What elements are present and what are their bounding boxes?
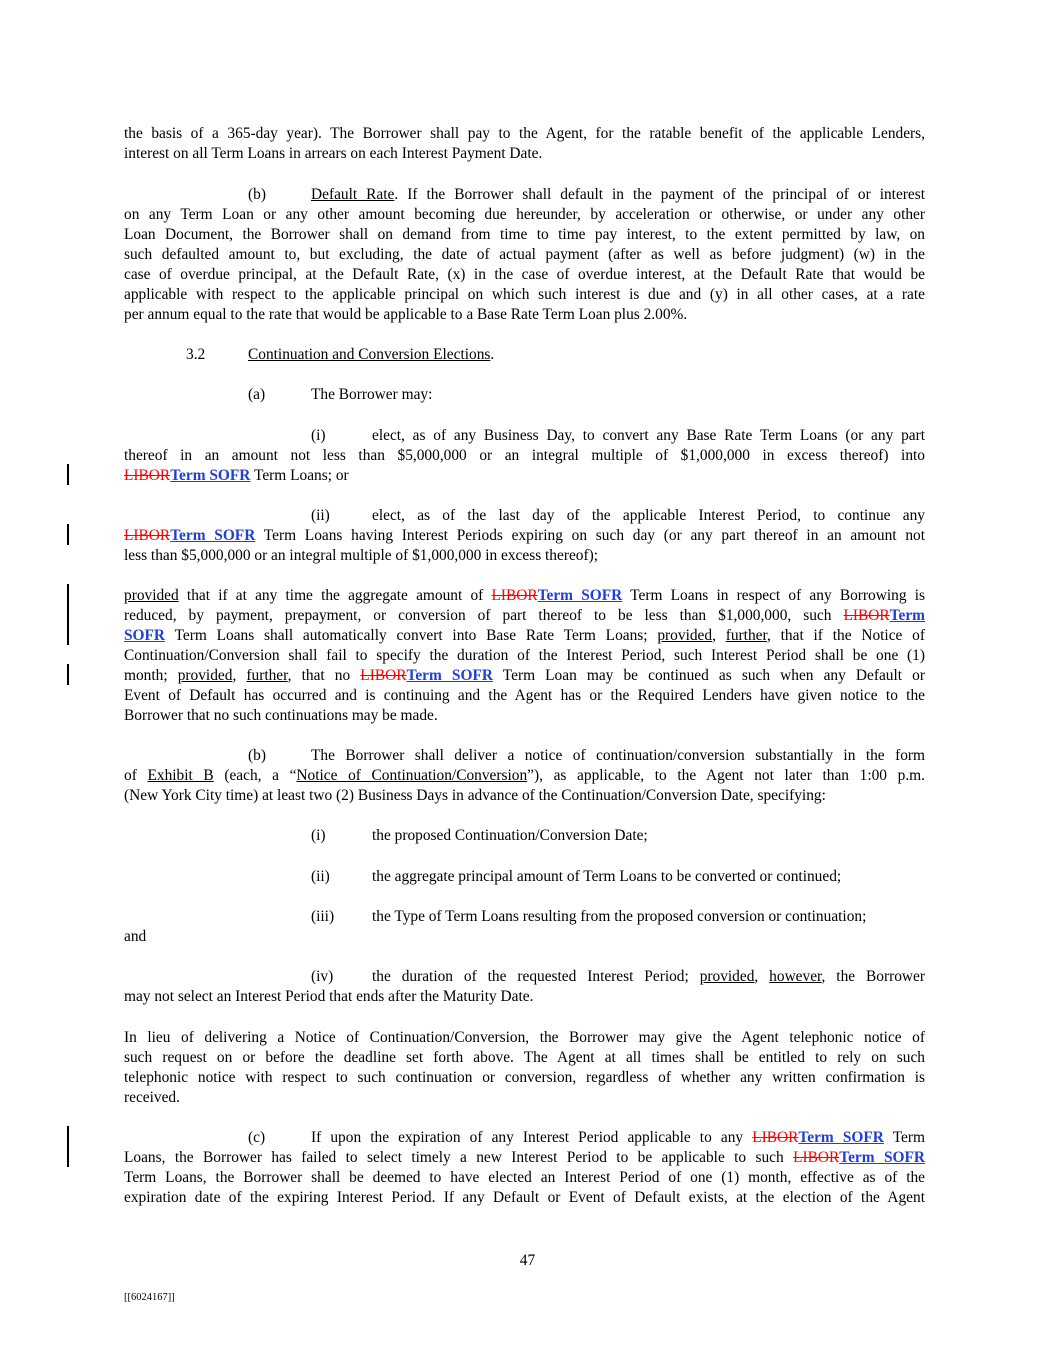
clause-text: and bbox=[124, 928, 147, 945]
text-span: (each, a “ bbox=[213, 767, 297, 784]
inserted-text: Term SOFR bbox=[839, 1149, 925, 1166]
change-bar bbox=[67, 584, 69, 645]
text-line bbox=[124, 526, 925, 546]
deleted-text: LIBOR bbox=[491, 587, 538, 604]
text-span: reduced, by payment, prepayment, or conversion of part thereof to be less than $1,000,000, such bbox=[124, 607, 844, 624]
text-line bbox=[124, 586, 925, 606]
text-span: of bbox=[124, 767, 148, 784]
inserted-text: Term SOFR bbox=[170, 467, 251, 484]
text-span: If upon the expiration of any Interest Period applicable to any bbox=[311, 1129, 753, 1146]
text-span: month; bbox=[124, 667, 178, 684]
text-line: on any Term Loan or any other amount becoming due hereunder, by acceleration or otherwise, or under any other bbox=[124, 206, 925, 223]
text-line: interest on all Term Loans in arrears on each Interest Payment Date. bbox=[124, 145, 543, 162]
deleted-text: LIBOR bbox=[752, 1129, 799, 1146]
text-line: Borrower that no such continuations may be made. bbox=[124, 707, 438, 724]
clause-number: (iv) bbox=[311, 968, 334, 985]
text-line: expiration date of the expiring Interest Period. If any Default or Event of Default exists, at the election of the Agent bbox=[124, 1189, 925, 1206]
text-line bbox=[124, 185, 925, 205]
paragraph-default-rate bbox=[124, 185, 925, 325]
text-span: , bbox=[754, 968, 770, 985]
change-bar bbox=[67, 664, 69, 685]
paragraph-duration bbox=[124, 967, 925, 1007]
text-line: such request on or before the deadline set forth above. The Agent at all times shall be entitled to rely on such bbox=[124, 1049, 925, 1066]
text-span: Term Loan may be continued as such when any Default or bbox=[492, 667, 925, 684]
text-span: the duration of the requested Interest Period; bbox=[372, 968, 700, 985]
text-line: Loan Document, the Borrower shall on demand from time to time pay interest, to the extent permitted by law, on bbox=[124, 226, 925, 243]
clause-number: (c) bbox=[248, 1129, 266, 1146]
clause-text: the aggregate principal amount of Term Loans to be converted or continued; bbox=[372, 868, 842, 885]
text-line: In lieu of delivering a Notice of Continuation/Conversion, the Borrower may give the Agent telephonic notice of bbox=[124, 1029, 925, 1046]
text-span: that if at any time the aggregate amount of bbox=[178, 587, 492, 604]
clause-heading: Default Rate bbox=[311, 186, 395, 203]
text-span: Term bbox=[883, 1129, 925, 1146]
clause-text: the proposed Continuation/Conversion Date; bbox=[372, 827, 648, 844]
document-id: [[6024167]] bbox=[124, 1292, 175, 1303]
text-span: Term Loans having Interest Periods expiring on such day (or any part thereof in an amount not bbox=[255, 527, 925, 544]
text-line: thereof in an amount not less than $5,000,000 or an integral multiple of $1,000,000 in excess thereof) into bbox=[124, 447, 925, 464]
text-line: Continuation/Conversion shall fail to specify the duration of the Interest Period, such Interest Period shall be one (1) bbox=[124, 647, 925, 664]
defined-term: Notice of Continuation/Conversion bbox=[296, 767, 528, 784]
deleted-text: LIBOR bbox=[124, 527, 171, 544]
text-line: The Borrower shall deliver a notice of continuation/conversion substantially in the form bbox=[311, 747, 925, 764]
inserted-text: Term SOFR bbox=[170, 527, 256, 544]
section-number: 3.2 bbox=[186, 346, 206, 363]
paragraph-continue bbox=[124, 506, 925, 566]
text-line bbox=[124, 626, 925, 646]
text-line: Event of Default has occurred and is continuing and the Agent has or the Required Lenders have given notice to the bbox=[124, 687, 925, 704]
clause-number: (iii) bbox=[311, 908, 335, 925]
text-line: elect, as of the last day of the applicable Interest Period, to continue any bbox=[372, 507, 925, 524]
text-span: Term Loans in respect of any Borrowing is bbox=[622, 587, 925, 604]
deleted-text: LIBOR bbox=[124, 467, 171, 484]
text-line: applicable with respect to the applicable principal on which such interest is due and (y) in all other cases, at a rate bbox=[124, 286, 925, 303]
inserted-text: Term SOFR bbox=[798, 1129, 884, 1146]
text-line: per annum equal to the rate that would be applicable to a Base Rate Term Loan plus 2.00%. bbox=[124, 306, 688, 323]
page-number: 47 bbox=[519, 1252, 536, 1269]
deleted-text: LIBOR bbox=[360, 667, 407, 684]
text-line bbox=[124, 766, 925, 786]
paragraph-convert bbox=[124, 426, 925, 486]
text-span: Term Loans shall automatically convert into Base Rate Term Loans; bbox=[165, 627, 658, 644]
underlined-term: further bbox=[246, 667, 288, 684]
inserted-text: Term SOFR bbox=[406, 667, 493, 684]
section-title bbox=[248, 345, 494, 365]
underlined-term: provided bbox=[177, 667, 233, 684]
underlined-term: however bbox=[769, 968, 822, 985]
text-line: less than $5,000,000 or an integral multiple of $1,000,000 in excess thereof); bbox=[124, 547, 599, 564]
text-line: case of overdue principal, at the Default Rate, (x) in the case of overdue interest, at the Default Rate that would be bbox=[124, 266, 925, 283]
clause-number: (ii) bbox=[311, 868, 330, 885]
change-bar bbox=[67, 464, 69, 485]
text-span: , that no bbox=[287, 667, 361, 684]
underlined-term: provided bbox=[699, 968, 755, 985]
text-line bbox=[124, 967, 925, 987]
clause-number: (i) bbox=[311, 827, 326, 844]
inserted-text: Term SOFR bbox=[537, 587, 623, 604]
text-line: received. bbox=[124, 1089, 180, 1106]
text-span: , bbox=[712, 627, 726, 644]
underlined-term: provided bbox=[124, 587, 179, 604]
paragraph-deemed-election bbox=[124, 1128, 925, 1208]
text-span: , bbox=[232, 667, 247, 684]
text-line bbox=[124, 466, 925, 486]
text-line bbox=[124, 606, 925, 626]
exhibit-reference: Exhibit B bbox=[147, 767, 214, 784]
text-line: Term Loans, the Borrower shall be deemed to have elected an Interest Period of one (1) month, effective as of the bbox=[124, 1169, 925, 1186]
text-line bbox=[124, 1148, 925, 1168]
text-line: such defaulted amount to, but excluding, the date of actual payment (after as well as before judgment) (w) in the bbox=[124, 246, 925, 263]
inserted-text: Term bbox=[889, 607, 925, 624]
clause-text: The Borrower may: bbox=[311, 386, 433, 403]
text-line: may not select an Interest Period that ends after the Maturity Date. bbox=[124, 988, 534, 1005]
text-line: the basis of a 365-day year). The Borrower shall pay to the Agent, for the ratable benefit of the applicable Lenders, bbox=[124, 125, 925, 142]
text-span: ”), as applicable, to the Agent not later than 1:00 p.m. bbox=[527, 767, 925, 784]
paragraph-proviso bbox=[124, 586, 925, 726]
clause-number: (i) bbox=[311, 427, 326, 444]
clause-number: (a) bbox=[248, 386, 266, 403]
inserted-text: SOFR bbox=[124, 627, 166, 644]
clause-number: (ii) bbox=[311, 507, 330, 524]
text-line: telephonic notice with respect to such continuation or conversion, regardless of whether any written confirmation is bbox=[124, 1069, 925, 1086]
clause-text: the Type of Term Loans resulting from the proposed conversion or continuation; bbox=[372, 908, 867, 925]
change-bar bbox=[67, 1126, 69, 1167]
underlined-term: further bbox=[725, 627, 767, 644]
clause-number: (b) bbox=[248, 186, 266, 203]
text-line: (New York City time) at least two (2) Business Days in advance of the Continuation/Conversion Date, specifying: bbox=[124, 787, 826, 804]
text-line bbox=[124, 1128, 925, 1148]
text-span: , the Borrower bbox=[821, 968, 925, 985]
underlined-term: provided bbox=[657, 627, 713, 644]
paragraph-notice bbox=[124, 746, 925, 806]
text-span: Term Loans; or bbox=[250, 467, 349, 484]
section-title-text: Continuation and Conversion Elections bbox=[248, 346, 491, 363]
deleted-text: LIBOR bbox=[793, 1149, 840, 1166]
text-line bbox=[124, 666, 925, 686]
text-line: elect, as of any Business Day, to convert any Base Rate Term Loans (or any part bbox=[372, 427, 925, 444]
clause-number: (b) bbox=[248, 747, 266, 764]
text-span: , that if the Notice of bbox=[767, 627, 925, 644]
text-span: Loans, the Borrower has failed to select timely a new Interest Period to be applicable to such bbox=[124, 1149, 794, 1166]
change-bar bbox=[67, 524, 69, 545]
text-span: . bbox=[490, 346, 495, 363]
deleted-text: LIBOR bbox=[843, 607, 890, 624]
text-span: . If the Borrower shall default in the payment of the principal of or interest bbox=[394, 186, 926, 203]
paragraph-interest-payment bbox=[124, 124, 925, 164]
paragraph-telephonic bbox=[124, 1028, 925, 1108]
